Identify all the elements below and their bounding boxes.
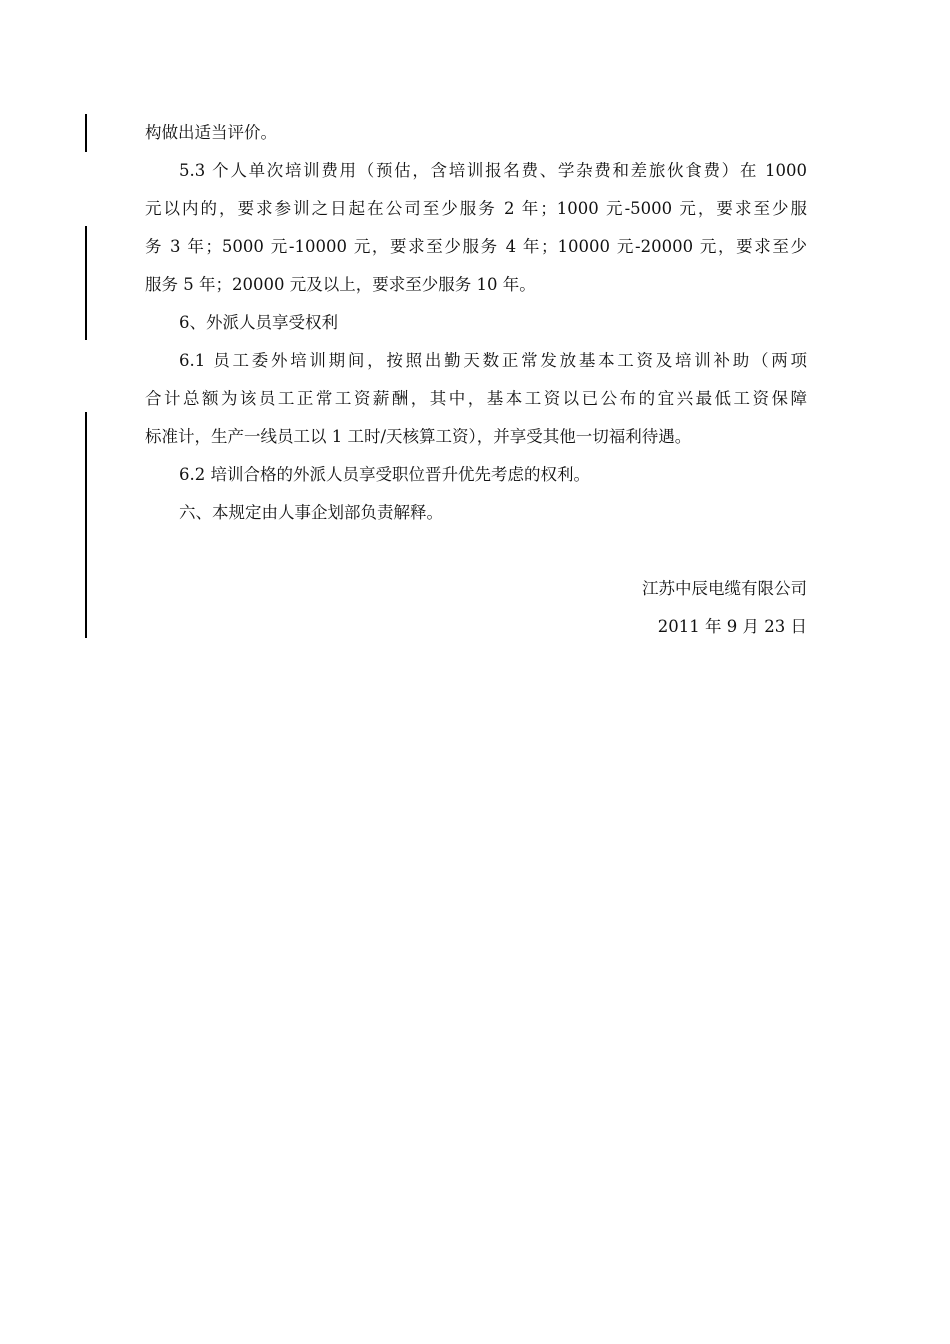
signature-date: 2011 年 9 月 23 日 [657, 617, 807, 636]
section-heading: 6、外派人员享受权利 [179, 313, 338, 332]
paragraph-line: 务 3 年；5000 元-10000 元，要求至少服务 4 年；10000 元-20000 元，要求至少 [145, 237, 807, 256]
paragraph-line: 6.2 培训合格的外派人员享受职位晋升优先考虑的权利。 [179, 465, 590, 484]
paragraph-line: 六、本规定由人事企划部负责解释。 [179, 503, 443, 522]
revision-bar-3 [85, 412, 87, 638]
paragraph-line: 服务 5 年；20000 元及以上，要求至少服务 10 年。 [145, 275, 536, 294]
paragraph-line: 6.1 员工委外培训期间，按照出勤天数正常发放基本工资及培训补助（两项 [179, 351, 807, 370]
revision-bar-1 [85, 114, 87, 152]
signature-company: 江苏中辰电缆有限公司 [642, 579, 807, 598]
spacer [145, 532, 807, 570]
paragraph-line: 构做出适当评价。 [145, 123, 277, 142]
document-body [145, 114, 807, 646]
paragraph-line: 合计总额为该员工正常工资薪酬，其中，基本工资以已公布的宜兴最低工资保障 [145, 389, 807, 408]
revision-bar-2 [85, 226, 87, 340]
paragraph-line: 5.3 个人单次培训费用（预估，含培训报名费、学杂费和差旅伙食费）在 1000 [179, 161, 807, 180]
paragraph-line: 标准计，生产一线员工以 1 工时/天核算工资），并享受其他一切福利待遇。 [145, 427, 692, 446]
paragraph-line: 元以内的，要求参训之日起在公司至少服务 2 年；1000 元-5000 元，要求至少服 [145, 199, 807, 218]
